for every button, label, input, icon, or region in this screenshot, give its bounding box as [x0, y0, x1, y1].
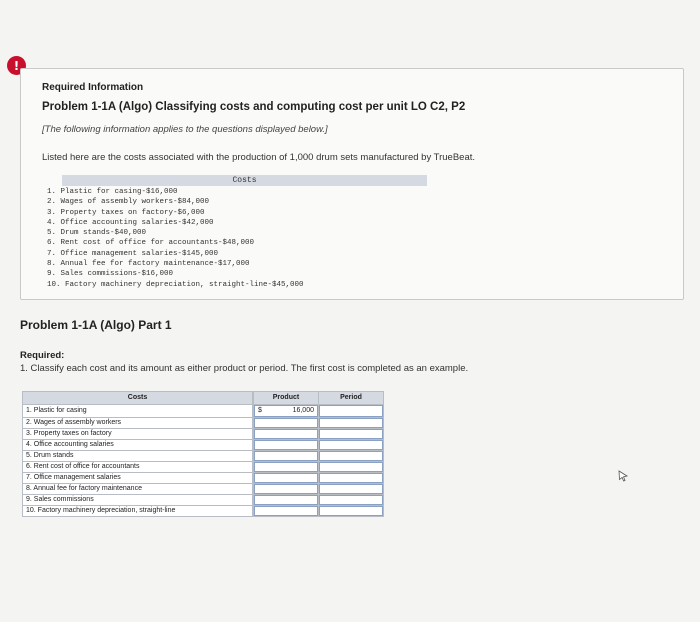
cost-list-item: 4. Office accounting salaries-$42,000 [47, 218, 214, 227]
part-title: Problem 1-1A (Algo) Part 1 [20, 318, 172, 332]
period-input[interactable] [319, 506, 384, 517]
product-input[interactable] [254, 484, 319, 495]
product-input[interactable] [254, 462, 319, 473]
currency-symbol: $ [258, 407, 262, 414]
product-input[interactable] [254, 473, 319, 484]
product-value: 16,000 [292, 407, 314, 414]
info-intro: Listed here are the costs associated with the production of 1,000 drum sets manufactured by TrueBeat. [42, 152, 476, 163]
required-instruction: 1. Classify each cost and its amount as either product or period. The first cost is completed as an example. [20, 363, 469, 374]
period-input[interactable] [319, 405, 384, 418]
required-information-panel [20, 68, 684, 300]
table-row [23, 405, 384, 418]
period-column-header: Period [319, 392, 384, 405]
cost-label: 3. Property taxes on factory [23, 429, 253, 440]
table-row [23, 429, 384, 440]
table-row [23, 418, 384, 429]
period-input[interactable] [319, 495, 384, 506]
cost-label: 1. Plastic for casing [23, 405, 253, 418]
cost-label: 6. Rent cost of office for accountants [23, 462, 253, 473]
costs-list-header: Costs [62, 175, 427, 186]
table-row [23, 484, 384, 495]
table-row [23, 473, 384, 484]
table-row [23, 495, 384, 506]
period-input[interactable] [319, 418, 384, 429]
product-input[interactable] [254, 506, 319, 517]
cost-label: 4. Office accounting salaries [23, 440, 253, 451]
cost-label: 8. Annual fee for factory maintenance [23, 484, 253, 495]
required-label: Required: [20, 350, 65, 361]
period-input[interactable] [319, 440, 384, 451]
table-body [23, 405, 384, 517]
period-input[interactable] [319, 462, 384, 473]
info-note: [The following information applies to the questions displayed below.] [42, 124, 328, 135]
cost-list-item: 6. Rent cost of office for accountants-$48,000 [47, 239, 255, 248]
product-input[interactable] [254, 451, 319, 462]
product-input[interactable] [254, 429, 319, 440]
alert-icon: ! [7, 56, 26, 75]
cost-list-item: 2. Wages of assembly workers-$84,000 [47, 198, 210, 207]
product-input[interactable] [254, 418, 319, 429]
costs-column-header: Costs [23, 392, 253, 405]
classification-table [22, 391, 384, 517]
period-input[interactable] [319, 473, 384, 484]
table-row [23, 440, 384, 451]
info-title: Required Information [42, 82, 144, 93]
product-input[interactable] [254, 495, 319, 506]
cost-label: 9. Sales commissions [23, 495, 253, 506]
cost-list-item: 3. Property taxes on factory-$6,000 [47, 208, 205, 217]
cost-list-item: 9. Sales commissions-$16,000 [47, 270, 174, 279]
cost-list-item: 8. Annual fee for factory maintenance-$17,000 [47, 260, 250, 269]
cost-label: 7. Office management salaries [23, 473, 253, 484]
product-input[interactable] [254, 405, 319, 418]
product-input[interactable] [254, 440, 319, 451]
period-input[interactable] [319, 451, 384, 462]
mouse-cursor-icon [617, 470, 629, 482]
cost-list [47, 187, 304, 290]
table-row [23, 462, 384, 473]
period-input[interactable] [319, 429, 384, 440]
cost-label: 10. Factory machinery depreciation, straight-line [23, 506, 253, 517]
period-input[interactable] [319, 484, 384, 495]
product-column-header: Product [254, 392, 319, 405]
cost-list-item: 7. Office management salaries-$145,000 [47, 249, 219, 258]
cost-list-item: 1. Plastic for casing-$16,000 [47, 188, 178, 196]
cost-label: 5. Drum stands [23, 451, 253, 462]
cost-label: 2. Wages of assembly workers [23, 418, 253, 429]
cost-list-item: 10. Factory machinery depreciation, straight-line-$45,000 [47, 280, 304, 289]
problem-heading: Problem 1-1A (Algo) Classifying costs and computing cost per unit LO C2, P2 [42, 101, 466, 113]
cost-list-item: 5. Drum stands-$40,000 [47, 229, 147, 238]
table-row [23, 451, 384, 462]
table-row [23, 506, 384, 517]
